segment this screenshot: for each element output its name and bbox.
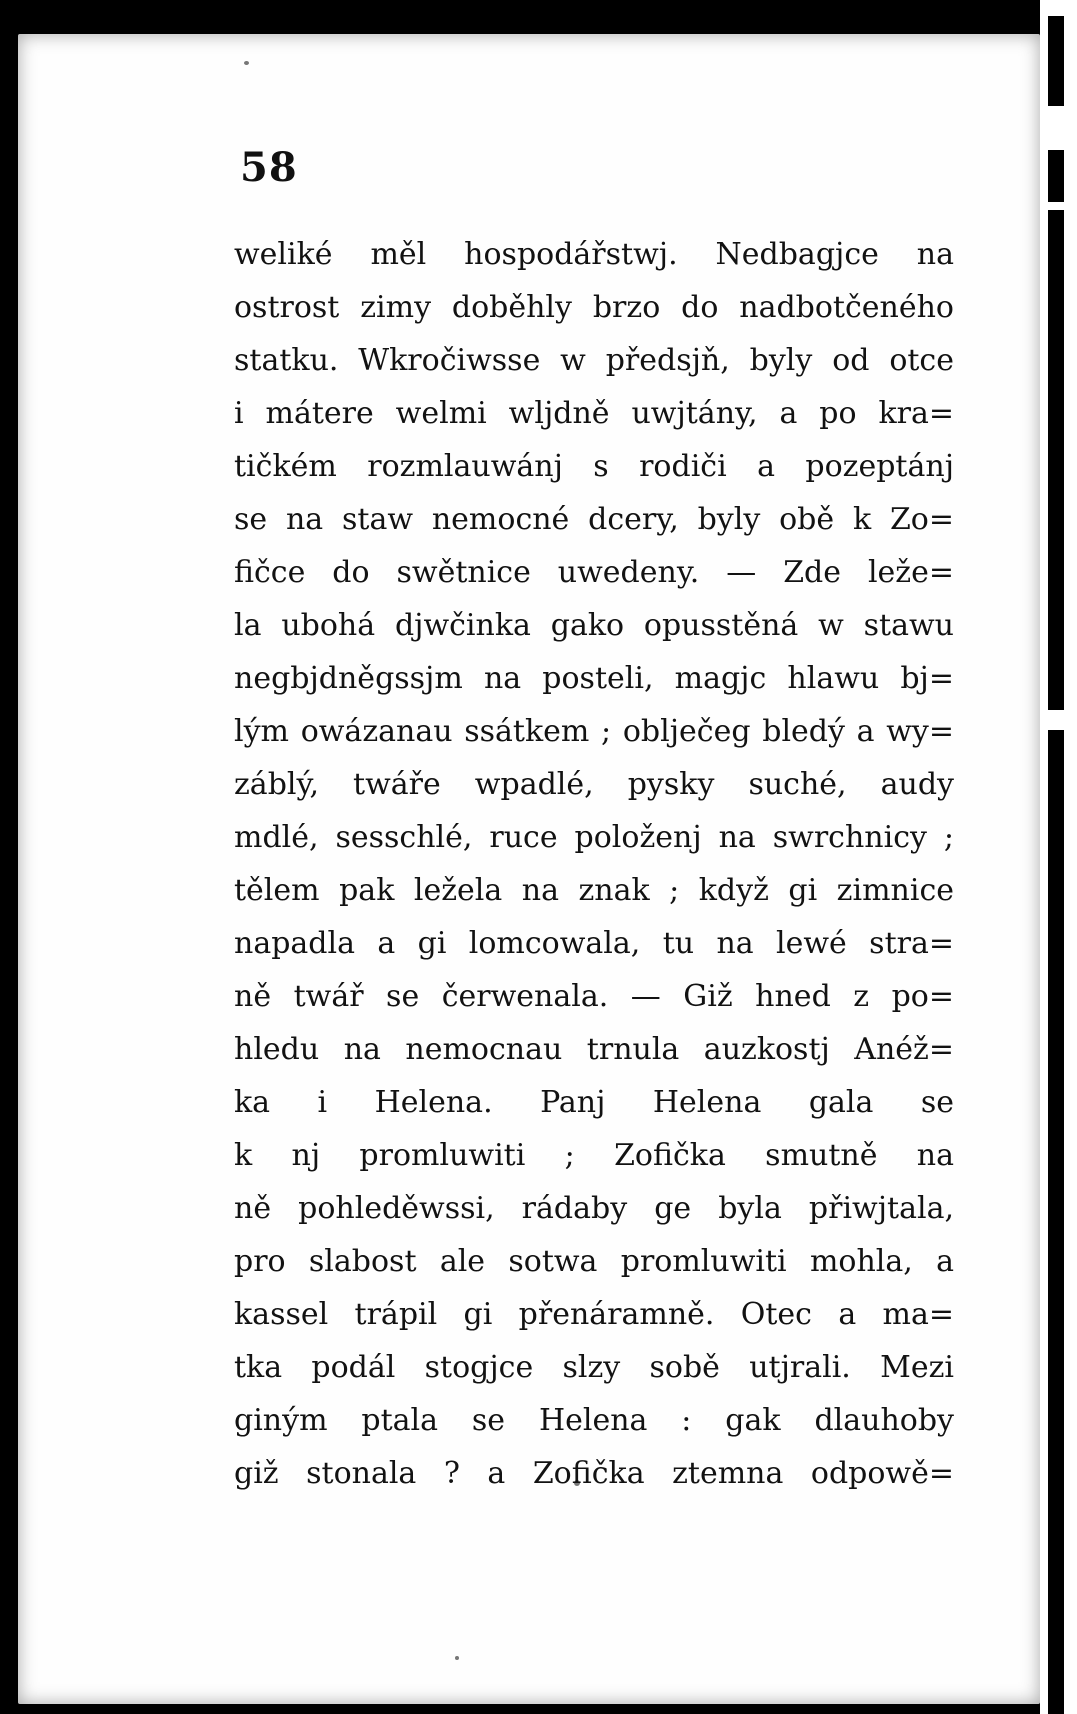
text-line: pro slabost ale sotwa promluwiti mohla, a xyxy=(234,1244,954,1279)
binding-edge-mark xyxy=(1048,730,1064,1714)
text-line: fičce do swětnice uwedeny. — Zde leže= xyxy=(234,555,954,590)
text-line: tka podál stogjce slzy sobě utjrali. Mezi xyxy=(234,1350,954,1385)
binding-edge-mark xyxy=(1048,210,1064,710)
ink-speck xyxy=(455,1656,459,1660)
text-line: k nj promluwiti ; Zofička smutně na xyxy=(234,1138,954,1173)
text-line: ně pohleděwssi, rádaby ge byla přiwjtala, xyxy=(234,1191,954,1226)
ink-speck xyxy=(244,61,249,65)
binding-edge-mark xyxy=(1048,16,1064,106)
text-line: giž stonala ? a Zofička ztemna odpowě= xyxy=(234,1456,954,1491)
text-line: ka i Helena. Panj Helena gala se xyxy=(234,1085,954,1120)
text-line: kassel trápil gi přenáramně. Otec a ma= xyxy=(234,1297,954,1332)
text-line: ně twář se čerwenala. — Giž hned z po= xyxy=(234,979,954,1014)
text-line: napadla a gi lomcowala, tu na lewé stra= xyxy=(234,926,954,961)
text-line: i mátere welmi wljdně uwjtány, a po kra= xyxy=(234,396,954,431)
text-line: mdlé, sesschlé, ruce položenj na swrchnicy ; xyxy=(234,820,954,855)
text-line: lým owázanau ssátkem ; oblječeg bledý a wy= xyxy=(234,714,954,749)
text-line: tělem pak ležela na znak ; když gi zimnice xyxy=(234,873,954,908)
text-line: záblý, twáře wpadlé, pysky suché, audy xyxy=(234,767,954,802)
text-line: negbjdněgssjm na posteli, magjc hlawu bj= xyxy=(234,661,954,696)
text-line: giným ptala se Helena : gak dlauhoby xyxy=(234,1403,954,1438)
body-text xyxy=(234,228,954,1500)
page-number: 58 xyxy=(240,144,298,191)
text-line: weliké měl hospodářstwj. Nedbagjce na xyxy=(234,237,954,272)
text-line: se na staw nemocné dcery, byly obě k Zo= xyxy=(234,502,954,537)
text-line: hledu na nemocnau trnula auzkostj Anéž= xyxy=(234,1032,954,1067)
text-line: ostrost zimy doběhly brzo do nadbotčeného xyxy=(234,290,954,325)
text-line: la ubohá djwčinka gako opusstěná w stawu xyxy=(234,608,954,643)
binding-edge-mark xyxy=(1048,150,1064,202)
text-line: tičkém rozmlauwánj s rodiči a pozeptánj xyxy=(234,449,954,484)
text-line: statku. Wkročiwsse w předsjň, byly od otce xyxy=(234,343,954,378)
